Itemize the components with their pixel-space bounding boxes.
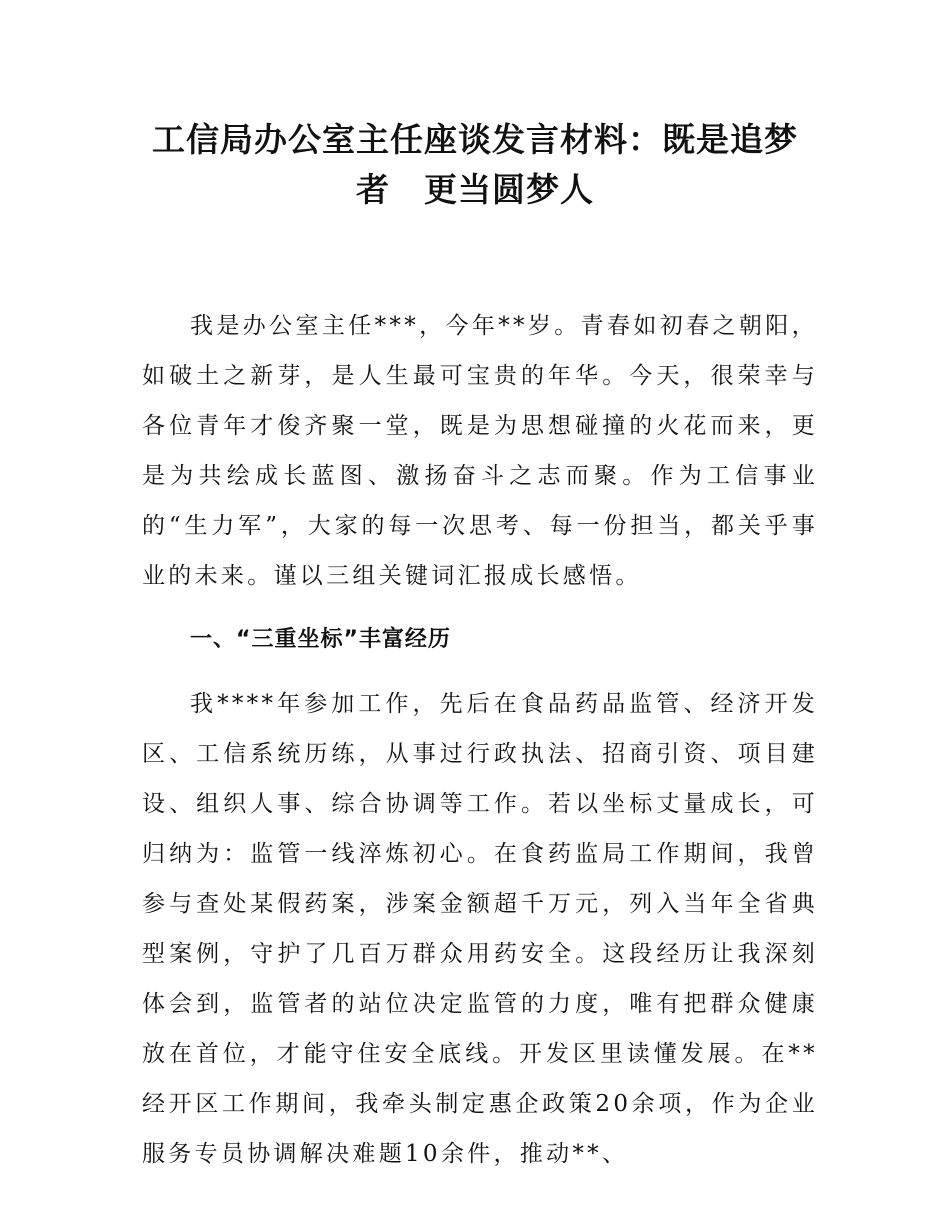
document-title bbox=[0, 115, 950, 215]
section-gap bbox=[142, 665, 818, 679]
document-body bbox=[142, 301, 818, 1179]
paragraph-experience: 我****年参加工作，先后在食品药品监管、经济开发区、工信系统历练，从事过行政执法、招商引资、项目建设、组织人事、综合协调等工作。若以坐标丈量成长，可归纳为：监管一线淬炼初心。在食药监局工作期间，我曾参与查处某假药案，涉案金额超千万元，列入当年全省典型案例，守护了几百万群众用药安全。这段经历让我深刻体会到，监管者的站位决定监管的力度，唯有把群众健康放在首位，才能守住安全底线。开发区里读懂发展。在**经开区工作期间，我牵头制定惠企政策20余项，作为企业服务专员协调解决难题10余件，推动**、 bbox=[142, 691, 818, 1167]
section-heading-1: 一、“三重坐标”丰富经历 bbox=[190, 627, 451, 652]
section-gap bbox=[142, 601, 818, 615]
title-line-1: 工信局办公室主任座谈发言材料：既是追梦 bbox=[152, 120, 798, 159]
title-line-2: 者 更当圆梦人 bbox=[356, 170, 594, 209]
paragraph-intro: 我是办公室主任***，今年**岁。青春如初春之朝阳，如破土之新芽，是人生最可宝贵的年华。今天，很荣幸与各位青年才俊齐聚一堂，既是为思想碰撞的火花而来，更是为共绘成长蓝图、激扬奋斗之志而聚。作为工信事业的“生力军”，大家的每一次思考、每一份担当，都关乎事业的未来。谨以三组关键词汇报成长感悟。 bbox=[142, 313, 818, 589]
